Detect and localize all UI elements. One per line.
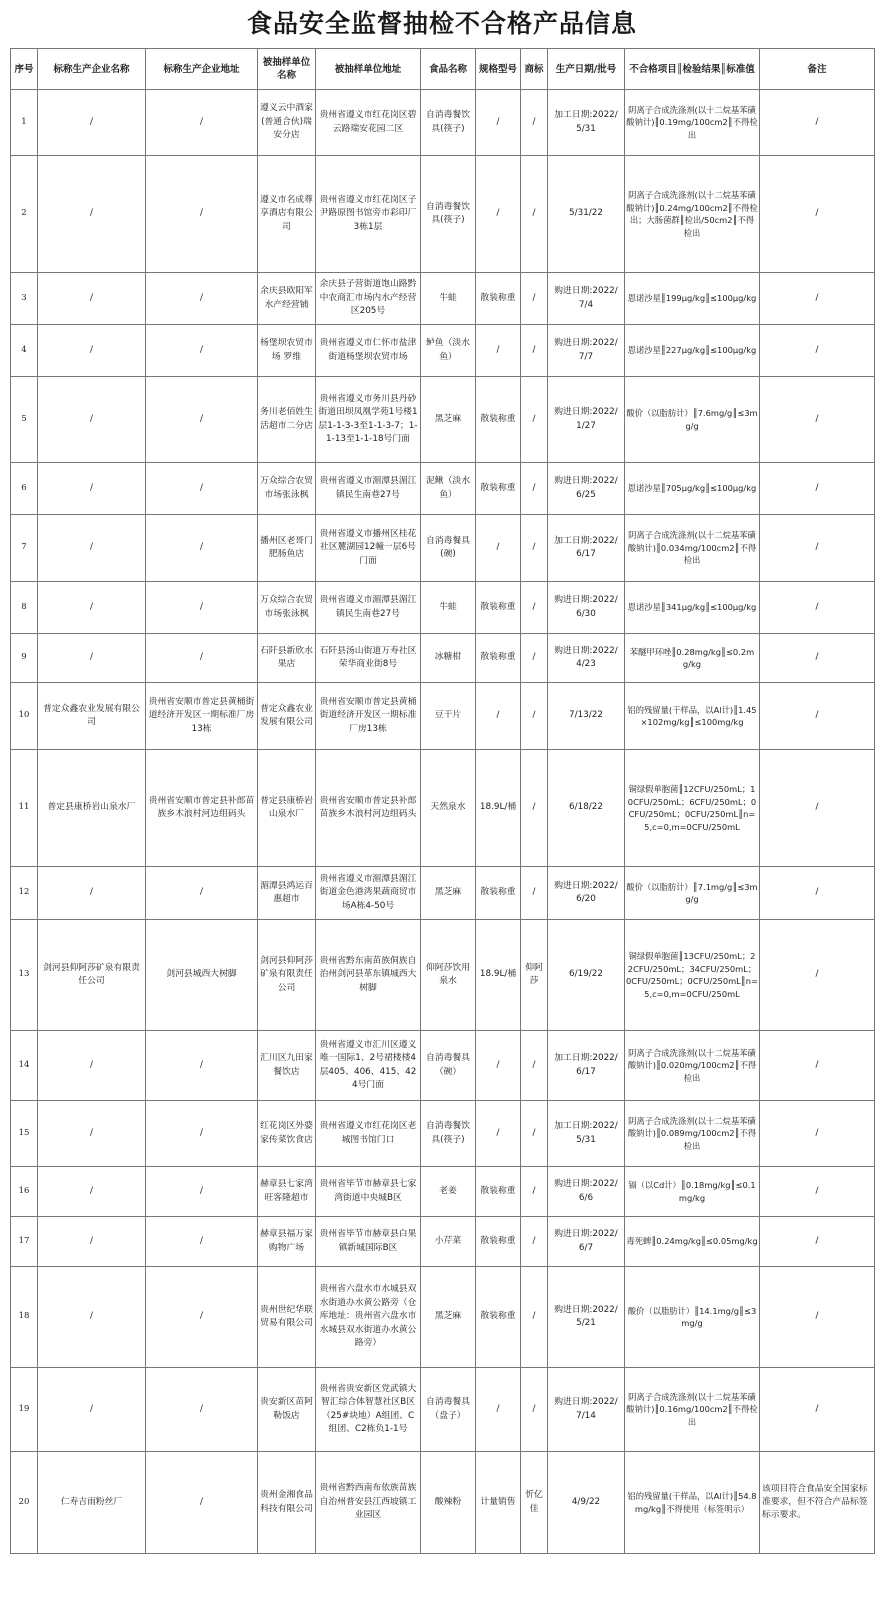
- cell-brand: /: [521, 90, 548, 156]
- table-row: [11, 90, 875, 156]
- cell-result: 阴离子合成洗涤剂(以十二烷基苯磺酸钠计)║0.020mg/100cm2║不得检出: [625, 1031, 760, 1101]
- cell-date: 购进日期:2022/4/23: [548, 634, 625, 683]
- cell-producer-address: /: [146, 90, 258, 156]
- cell-sampled-unit: 遵义云中酒家(普通合伙)瑞安分店: [258, 90, 316, 156]
- cell-no: 16: [11, 1167, 38, 1217]
- cell-result: 阴离子合成洗涤剂(以十二烷基苯磺酸钠计)║0.089mg/100cm2║不得检出: [625, 1101, 760, 1167]
- cell-result: 酸价（以脂肪计）║7.6mg/g║≤3mg/g: [625, 377, 760, 463]
- cell-sampled-address: 贵州省黔西南布依族苗族自治州普安县江西坡镇工业园区: [316, 1452, 421, 1554]
- cell-spec: 散装称重: [476, 273, 521, 325]
- cell-sampled-unit: 余庆县欧阳军水产经营铺: [258, 273, 316, 325]
- cell-brand: /: [521, 377, 548, 463]
- cell-brand: 忻亿佳: [521, 1452, 548, 1554]
- table-row: [11, 683, 875, 750]
- cell-producer: /: [38, 1031, 146, 1101]
- cell-producer-address: /: [146, 156, 258, 273]
- cell-spec: 散装称重: [476, 582, 521, 634]
- table-row: [11, 750, 875, 867]
- header-note: 备注: [760, 49, 875, 90]
- header-result: 不合格项目║检验结果║标准值: [625, 49, 760, 90]
- cell-no: 17: [11, 1217, 38, 1267]
- cell-date: 加工日期:2022/5/31: [548, 90, 625, 156]
- cell-date: 6/19/22: [548, 920, 625, 1031]
- cell-result: 恩诺沙星║341μg/kg║≤100μg/kg: [625, 582, 760, 634]
- header-food-name: 食品名称: [421, 49, 476, 90]
- cell-brand: /: [521, 156, 548, 273]
- cell-sampled-address: 石阡县汤山街道万寿社区荣华商业街8号: [316, 634, 421, 683]
- table-row: [11, 1452, 875, 1554]
- cell-spec: 散装称重: [476, 1267, 521, 1368]
- cell-producer-address: /: [146, 1267, 258, 1368]
- table-header-row: [11, 49, 875, 90]
- cell-sampled-unit: 务川老佰姓生活超市二分店: [258, 377, 316, 463]
- cell-sampled-unit: 石阡县新欣水果店: [258, 634, 316, 683]
- cell-date: 购进日期:2022/1/27: [548, 377, 625, 463]
- header-producer: 标称生产企业名称: [38, 49, 146, 90]
- cell-note: /: [760, 1101, 875, 1167]
- cell-note: /: [760, 867, 875, 920]
- cell-date: 6/18/22: [548, 750, 625, 867]
- cell-producer-address: /: [146, 273, 258, 325]
- cell-producer-address: 剑河县城西大树脚: [146, 920, 258, 1031]
- cell-producer: /: [38, 90, 146, 156]
- cell-sampled-address: 贵州省遵义市务川县丹砂街道田坝凤凰学苑1号楼1层1-1-3-3至1-1-3-7；1-1-13至1-1-18号门面: [316, 377, 421, 463]
- cell-sampled-unit: 播州区老哥门肥肠鱼店: [258, 515, 316, 582]
- cell-note: /: [760, 273, 875, 325]
- cell-producer-address: /: [146, 377, 258, 463]
- cell-producer: /: [38, 634, 146, 683]
- unqualified-products-table: [10, 48, 875, 1554]
- cell-producer: /: [38, 463, 146, 515]
- cell-spec: 散装称重: [476, 377, 521, 463]
- cell-producer: /: [38, 1368, 146, 1452]
- cell-no: 2: [11, 156, 38, 273]
- cell-brand: /: [521, 515, 548, 582]
- page-title: 食品安全监督抽检不合格产品信息: [246, 9, 637, 38]
- cell-food-name: 小芹菜: [421, 1217, 476, 1267]
- table-row: [11, 1217, 875, 1267]
- cell-producer-address: /: [146, 1101, 258, 1167]
- cell-result: 恩诺沙星║705μg/kg║≤100μg/kg: [625, 463, 760, 515]
- cell-sampled-address: 贵州省黔东南苗族侗族自治州剑河县革东镇城西大树脚: [316, 920, 421, 1031]
- cell-no: 15: [11, 1101, 38, 1167]
- cell-brand: 仰阿莎: [521, 920, 548, 1031]
- cell-brand: /: [521, 582, 548, 634]
- cell-producer: /: [38, 515, 146, 582]
- cell-note: /: [760, 463, 875, 515]
- cell-date: 加工日期:2022/6/17: [548, 515, 625, 582]
- cell-food-name: 仰阿莎饮用泉水: [421, 920, 476, 1031]
- header-brand: 商标: [521, 49, 548, 90]
- cell-food-name: 自消毒餐具(碗): [421, 515, 476, 582]
- cell-producer-address: 贵州省安顺市普定县补郎苗族乡木浪村河边组码头: [146, 750, 258, 867]
- cell-producer: /: [38, 1217, 146, 1267]
- cell-sampled-unit: 湄潭县鸿运百惠超市: [258, 867, 316, 920]
- cell-spec: 散装称重: [476, 634, 521, 683]
- cell-brand: /: [521, 634, 548, 683]
- cell-sampled-address: 贵州省遵义市播州区桂花社区麓湖园12幢一层6号门面: [316, 515, 421, 582]
- cell-note: /: [760, 515, 875, 582]
- cell-brand: /: [521, 325, 548, 377]
- cell-sampled-unit: 红花岗区外婆家传菜饮食店: [258, 1101, 316, 1167]
- cell-brand: /: [521, 1267, 548, 1368]
- cell-producer: /: [38, 1267, 146, 1368]
- cell-sampled-address: 贵州省遵义市湄潭县湄江街道金色港湾果蔬商贸市场A栋4-50号: [316, 867, 421, 920]
- cell-note: /: [760, 582, 875, 634]
- cell-producer-address: /: [146, 867, 258, 920]
- cell-food-name: 黑芝麻: [421, 867, 476, 920]
- cell-result: 镉（以Cd计）║0.18mg/kg║≤0.1mg/kg: [625, 1167, 760, 1217]
- cell-food-name: 牛蛙: [421, 273, 476, 325]
- cell-sampled-unit: 普定众鑫农业发展有限公司: [258, 683, 316, 750]
- cell-producer: /: [38, 867, 146, 920]
- cell-date: 购进日期:2022/6/20: [548, 867, 625, 920]
- cell-sampled-address: 余庆县子营街道饱山路黔中农商汇市场内水产经营区205号: [316, 273, 421, 325]
- cell-no: 9: [11, 634, 38, 683]
- cell-date: 7/13/22: [548, 683, 625, 750]
- cell-no: 10: [11, 683, 38, 750]
- cell-food-name: 黑芝麻: [421, 377, 476, 463]
- cell-no: 19: [11, 1368, 38, 1452]
- header-spec: 规格型号: [476, 49, 521, 90]
- cell-producer: /: [38, 582, 146, 634]
- cell-spec: 散装称重: [476, 1167, 521, 1217]
- cell-brand: /: [521, 463, 548, 515]
- cell-date: 加工日期:2022/5/31: [548, 1101, 625, 1167]
- cell-note: /: [760, 1031, 875, 1101]
- header-date: 生产日期/批号: [548, 49, 625, 90]
- cell-spec: /: [476, 1101, 521, 1167]
- header-no: 序号: [11, 49, 38, 90]
- cell-spec: 18.9L/桶: [476, 750, 521, 867]
- cell-sampled-address: 贵州省遵义市仁怀市盐津街道杨堡坝农贸市场: [316, 325, 421, 377]
- cell-result: 铝的残留量(干样品，以Al计)║1.45×102mg/kg║≤100mg/kg: [625, 683, 760, 750]
- cell-producer: /: [38, 1101, 146, 1167]
- table-row: [11, 1101, 875, 1167]
- cell-sampled-address: 贵州省六盘水市水城县双水街道办水黄公路旁（仓库地址：贵州省六盘水市水城县双水街道办水黄公路旁）: [316, 1267, 421, 1368]
- cell-sampled-unit: 杨堡坝农贸市场 罗维: [258, 325, 316, 377]
- table-row: [11, 377, 875, 463]
- cell-no: 12: [11, 867, 38, 920]
- cell-producer: /: [38, 156, 146, 273]
- cell-brand: /: [521, 1031, 548, 1101]
- cell-note: /: [760, 377, 875, 463]
- cell-note: /: [760, 634, 875, 683]
- cell-brand: /: [521, 1217, 548, 1267]
- cell-food-name: 老姜: [421, 1167, 476, 1217]
- cell-sampled-address: 贵州省遵义市红花岗区碧云路瑞安花园二区: [316, 90, 421, 156]
- table-row: [11, 867, 875, 920]
- cell-brand: /: [521, 273, 548, 325]
- cell-producer-address: /: [146, 463, 258, 515]
- cell-no: 7: [11, 515, 38, 582]
- cell-spec: 18.9L/桶: [476, 920, 521, 1031]
- cell-sampled-unit: 贵州金湘食品科技有限公司: [258, 1452, 316, 1554]
- cell-sampled-unit: 贵安新区苗阿勒饭店: [258, 1368, 316, 1452]
- cell-note: 该项目符合食品安全国家标准要求，但不符合产品标签标示要求。: [760, 1452, 875, 1554]
- cell-sampled-unit: 赫章县福万家购物广场: [258, 1217, 316, 1267]
- table-row: [11, 1368, 875, 1452]
- cell-spec: /: [476, 1368, 521, 1452]
- cell-note: /: [760, 156, 875, 273]
- cell-sampled-address: 贵州省贵安新区党武镇大智汇综合体智慧社区B区（25#块地）A组团、C组团、C2栋负1-1号: [316, 1368, 421, 1452]
- cell-date: 购进日期:2022/7/4: [548, 273, 625, 325]
- cell-note: /: [760, 1267, 875, 1368]
- cell-result: 恩诺沙星║199μg/kg║≤100μg/kg: [625, 273, 760, 325]
- cell-sampled-address: 贵州省毕节市赫章县七家湾街道中央城B区: [316, 1167, 421, 1217]
- cell-spec: /: [476, 1031, 521, 1101]
- cell-producer: 仁寿吉雨粉丝厂: [38, 1452, 146, 1554]
- cell-spec: 计量销售: [476, 1452, 521, 1554]
- cell-brand: /: [521, 750, 548, 867]
- header-sampled-unit: 被抽样单位名称: [258, 49, 316, 90]
- cell-producer-address: /: [146, 1452, 258, 1554]
- cell-producer: /: [38, 1167, 146, 1217]
- cell-result: 毒死蜱║0.24mg/kg║≤0.05mg/kg: [625, 1217, 760, 1267]
- cell-sampled-unit: 赫章县七家湾旺客隆超市: [258, 1167, 316, 1217]
- cell-date: 购进日期:2022/7/14: [548, 1368, 625, 1452]
- cell-food-name: 自消毒餐具（碗）: [421, 1031, 476, 1101]
- cell-producer-address: /: [146, 1217, 258, 1267]
- cell-spec: /: [476, 683, 521, 750]
- cell-result: 阴离子合成洗涤剂(以十二烷基苯磺酸钠计)║0.16mg/100cm2║不得检出: [625, 1368, 760, 1452]
- cell-date: 购进日期:2022/6/6: [548, 1167, 625, 1217]
- cell-food-name: 天然泉水: [421, 750, 476, 867]
- cell-brand: /: [521, 1368, 548, 1452]
- cell-date: 加工日期:2022/6/17: [548, 1031, 625, 1101]
- cell-no: 20: [11, 1452, 38, 1554]
- cell-brand: /: [521, 1167, 548, 1217]
- cell-producer-address: /: [146, 582, 258, 634]
- cell-no: 3: [11, 273, 38, 325]
- cell-food-name: 冰糖柑: [421, 634, 476, 683]
- cell-date: 购进日期:2022/6/7: [548, 1217, 625, 1267]
- cell-producer-address: /: [146, 515, 258, 582]
- cell-food-name: 自消毒餐饮具(筷子): [421, 90, 476, 156]
- cell-sampled-address: 贵州省安顺市普定县补郎苗族乡木浪村河边组码头: [316, 750, 421, 867]
- cell-result: 阴离子合成洗涤剂(以十二烷基苯磺酸钠计)║0.034mg/100cm2║不得检出: [625, 515, 760, 582]
- cell-sampled-unit: 汇川区九田家餐饮店: [258, 1031, 316, 1101]
- cell-sampled-unit: 遵义市名成尊享酒店有限公司: [258, 156, 316, 273]
- cell-producer: /: [38, 325, 146, 377]
- cell-date: 购进日期:2022/5/21: [548, 1267, 625, 1368]
- cell-sampled-address: 贵州省遵义市湄潭县湄江镇民生南巷27号: [316, 463, 421, 515]
- cell-no: 1: [11, 90, 38, 156]
- cell-note: /: [760, 750, 875, 867]
- table-row: [11, 273, 875, 325]
- cell-food-name: 牛蛙: [421, 582, 476, 634]
- table-row: [11, 1267, 875, 1368]
- cell-spec: /: [476, 515, 521, 582]
- cell-result: 铝的残留量(干样品，以Al计)║54.8mg/kg║不得使用（标签明示）: [625, 1452, 760, 1554]
- cell-no: 8: [11, 582, 38, 634]
- cell-sampled-unit: 普定县康桥岩山泉水厂: [258, 750, 316, 867]
- cell-sampled-address: 贵州省遵义市汇川区遵义唯一国际1、2号裙楼楼4层405、406、415、424号门面: [316, 1031, 421, 1101]
- cell-sampled-unit: 贵州世纪华联贸易有限公司: [258, 1267, 316, 1368]
- cell-sampled-unit: 万众综合农贸市场张泳枫: [258, 582, 316, 634]
- cell-no: 11: [11, 750, 38, 867]
- table-row: [11, 156, 875, 273]
- cell-brand: /: [521, 683, 548, 750]
- cell-producer: 普定众鑫农业发展有限公司: [38, 683, 146, 750]
- cell-food-name: 黑芝麻: [421, 1267, 476, 1368]
- cell-producer-address: /: [146, 1031, 258, 1101]
- cell-note: /: [760, 90, 875, 156]
- cell-producer-address: 贵州省安顺市普定县黄桶街道经济开发区一期标准厂房13栋: [146, 683, 258, 750]
- cell-sampled-address: 贵州省毕节市赫章县白果镇新城国际B区: [316, 1217, 421, 1267]
- cell-note: /: [760, 325, 875, 377]
- cell-producer: /: [38, 273, 146, 325]
- cell-result: 铜绿假单胞菌║12CFU/250mL；10CFU/250mL；6CFU/250mL；0CFU/250mL；0CFU/250mL║n=5,c=0,m=0CFU/250mL: [625, 750, 760, 867]
- cell-food-name: 自消毒餐饮具(筷子): [421, 1101, 476, 1167]
- cell-date: 购进日期:2022/6/30: [548, 582, 625, 634]
- cell-spec: /: [476, 325, 521, 377]
- cell-food-name: 豆干片: [421, 683, 476, 750]
- cell-brand: /: [521, 867, 548, 920]
- cell-brand: /: [521, 1101, 548, 1167]
- cell-result: 苯醚甲环唑║0.28mg/kg║≤0.2mg/kg: [625, 634, 760, 683]
- cell-note: /: [760, 920, 875, 1031]
- table-row: [11, 515, 875, 582]
- cell-food-name: 泥鳅（淡水鱼）: [421, 463, 476, 515]
- cell-sampled-unit: 剑河县仰阿莎矿泉有限责任公司: [258, 920, 316, 1031]
- cell-note: /: [760, 1167, 875, 1217]
- cell-result: 酸价（以脂肪计）║14.1mg/g║≤3mg/g: [625, 1267, 760, 1368]
- cell-food-name: 鲈鱼（淡水鱼）: [421, 325, 476, 377]
- cell-no: 14: [11, 1031, 38, 1101]
- cell-sampled-unit: 万众综合农贸市场张泳枫: [258, 463, 316, 515]
- cell-no: 6: [11, 463, 38, 515]
- cell-no: 4: [11, 325, 38, 377]
- cell-no: 18: [11, 1267, 38, 1368]
- cell-spec: 散装称重: [476, 1217, 521, 1267]
- cell-no: 5: [11, 377, 38, 463]
- cell-result: 酸价（以脂肪计）║7.1mg/g║≤3mg/g: [625, 867, 760, 920]
- cell-spec: /: [476, 156, 521, 273]
- cell-spec: 散装称重: [476, 867, 521, 920]
- cell-result: 阴离子合成洗涤剂(以十二烷基苯磺酸钠计)║0.24mg/100cm2║不得检出；大肠菌群║检出/50cm2║不得检出: [625, 156, 760, 273]
- cell-producer: 剑河县仰阿莎矿泉有限责任公司: [38, 920, 146, 1031]
- cell-note: /: [760, 1368, 875, 1452]
- cell-producer-address: /: [146, 634, 258, 683]
- table-row: [11, 920, 875, 1031]
- table-row: [11, 325, 875, 377]
- header-sampled-address: 被抽样单位地址: [316, 49, 421, 90]
- cell-result: 铜绿假单胞菌║13CFU/250mL；22CFU/250mL；34CFU/250mL；0CFU/250mL；0CFU/250mL║n=5,c=0,m=0CFU/250mL: [625, 920, 760, 1031]
- table-row: [11, 634, 875, 683]
- cell-note: /: [760, 683, 875, 750]
- cell-date: 4/9/22: [548, 1452, 625, 1554]
- cell-spec: 散装称重: [476, 463, 521, 515]
- header-producer-address: 标称生产企业地址: [146, 49, 258, 90]
- table-row: [11, 582, 875, 634]
- cell-producer-address: /: [146, 1167, 258, 1217]
- cell-food-name: 自消毒餐具（盘子）: [421, 1368, 476, 1452]
- cell-producer-address: /: [146, 325, 258, 377]
- cell-producer: /: [38, 377, 146, 463]
- cell-producer: 普定县康桥岩山泉水厂: [38, 750, 146, 867]
- cell-date: 购进日期:2022/7/7: [548, 325, 625, 377]
- cell-date: 5/31/22: [548, 156, 625, 273]
- table-row: [11, 1167, 875, 1217]
- cell-no: 13: [11, 920, 38, 1031]
- cell-result: 阴离子合成洗涤剂(以十二烷基苯磺酸钠计)║0.19mg/100cm2║不得检出: [625, 90, 760, 156]
- cell-sampled-address: 贵州省安顺市普定县黄桶街道经济开发区一期标准厂房13栋: [316, 683, 421, 750]
- cell-sampled-address: 贵州省遵义市红花岗区子尹路原图书馆旁市彩印厂3栋1层: [316, 156, 421, 273]
- table-row: [11, 463, 875, 515]
- cell-result: 恩诺沙星║227μg/kg║≤100μg/kg: [625, 325, 760, 377]
- cell-food-name: 自消毒餐饮具(筷子): [421, 156, 476, 273]
- cell-sampled-address: 贵州省遵义市湄潭县湄江镇民生南巷27号: [316, 582, 421, 634]
- cell-note: /: [760, 1217, 875, 1267]
- cell-food-name: 酸辣粉: [421, 1452, 476, 1554]
- cell-date: 购进日期:2022/6/25: [548, 463, 625, 515]
- table-row: [11, 1031, 875, 1101]
- cell-sampled-address: 贵州省遵义市红花岗区老城图书馆门口: [316, 1101, 421, 1167]
- cell-spec: /: [476, 90, 521, 156]
- cell-producer-address: /: [146, 1368, 258, 1452]
